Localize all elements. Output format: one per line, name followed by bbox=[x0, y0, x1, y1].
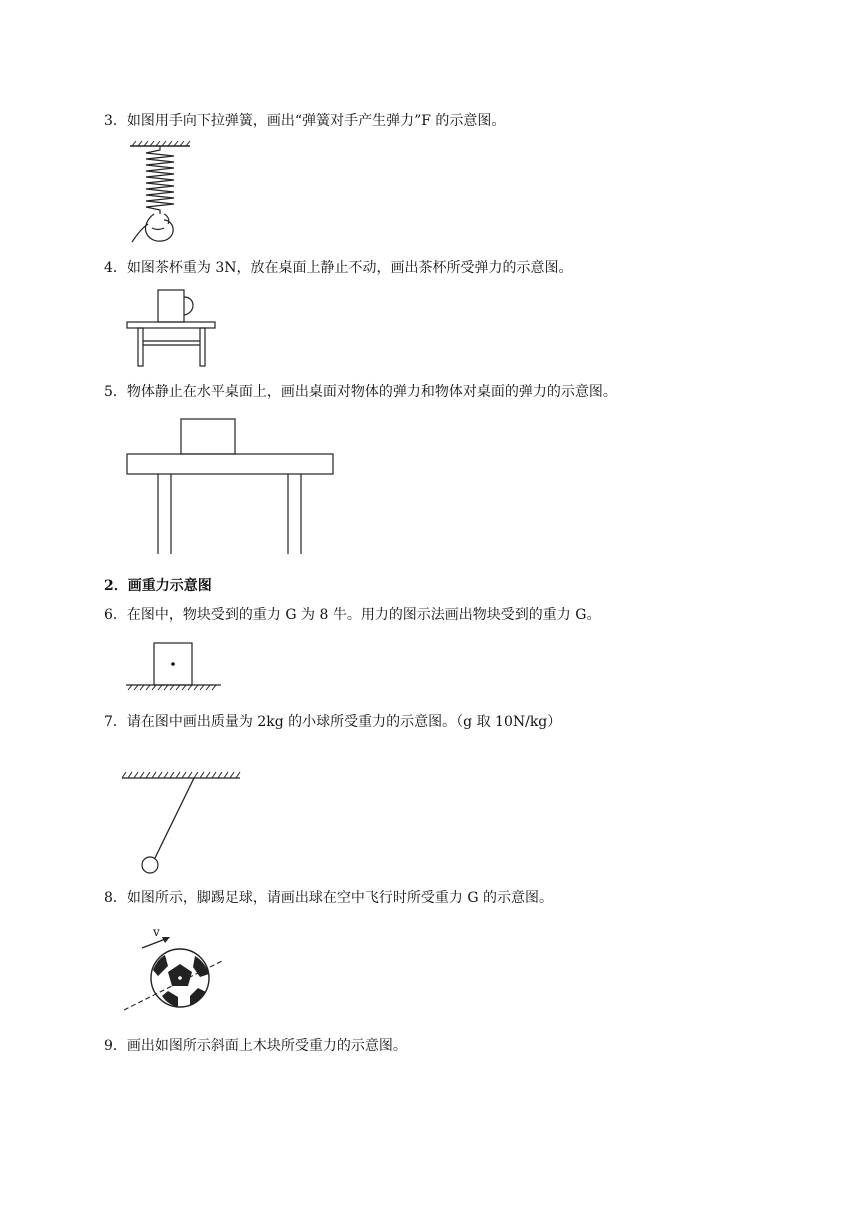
pendulum-ball bbox=[142, 857, 158, 873]
section-number: 2． bbox=[104, 578, 128, 594]
table-top bbox=[127, 322, 215, 328]
block-on-ground-figure bbox=[124, 640, 224, 692]
hand bbox=[132, 214, 173, 242]
question-6 bbox=[104, 606, 600, 624]
question-5 bbox=[104, 383, 617, 401]
question-text: 画出如图所示斜面上木块所受重力的示意图。 bbox=[126, 1038, 407, 1054]
question-4 bbox=[104, 259, 573, 277]
question-3 bbox=[104, 112, 505, 130]
teacup-handle bbox=[184, 297, 193, 315]
question-number: 9． bbox=[104, 1038, 127, 1054]
question-number: 5． bbox=[104, 384, 127, 400]
spring-hand-figure bbox=[124, 140, 194, 245]
table-leg-right bbox=[200, 328, 205, 366]
question-text: 在图中，物块受到的重力 G 为 8 牛。用力的图示法画出物块受到的重力 G。 bbox=[126, 607, 601, 623]
pendulum-string bbox=[155, 778, 194, 858]
section-heading bbox=[104, 575, 212, 595]
block-object bbox=[181, 419, 235, 454]
question-text: 如图所示，脚踢足球，请画出球在空中飞行时所受重力 G 的示意图。 bbox=[126, 890, 554, 906]
question-number: 7． bbox=[104, 714, 127, 730]
question-8 bbox=[104, 889, 553, 907]
table-leg-left bbox=[138, 328, 143, 366]
question-number: 3． bbox=[104, 113, 127, 129]
center-of-mass-dot bbox=[171, 662, 175, 666]
teacup-table-figure bbox=[124, 287, 224, 369]
question-number: 4． bbox=[104, 260, 127, 276]
table-top bbox=[127, 454, 333, 474]
football-figure bbox=[120, 922, 230, 1014]
ceiling-hatch bbox=[122, 772, 240, 778]
question-text: 物体静止在水平桌面上，画出桌面对物体的弹力和物体对桌面的弹力的示意图。 bbox=[126, 384, 617, 400]
object-on-table-figure bbox=[124, 416, 338, 556]
section-title: 画重力示意图 bbox=[127, 578, 212, 594]
question-number: 8． bbox=[104, 890, 127, 906]
question-text: 如图茶杯重为 3N，放在桌面上静止不动，画出茶杯所受弹力的示意图。 bbox=[126, 260, 573, 276]
velocity-label: v bbox=[153, 925, 160, 939]
question-number: 6． bbox=[104, 607, 127, 623]
pendulum-figure bbox=[120, 770, 244, 876]
teacup bbox=[158, 290, 184, 322]
question-9 bbox=[104, 1037, 407, 1055]
ground-hatch bbox=[128, 685, 216, 690]
question-text: 请在图中画出质量为 2kg 的小球所受重力的示意图。（g 取 10N/kg） bbox=[126, 714, 562, 730]
question-text: 如图用手向下拉弹簧，画出“弹簧对手产生弹力”F 的示意图。 bbox=[126, 113, 506, 129]
spring bbox=[146, 146, 174, 214]
question-7 bbox=[104, 713, 561, 731]
